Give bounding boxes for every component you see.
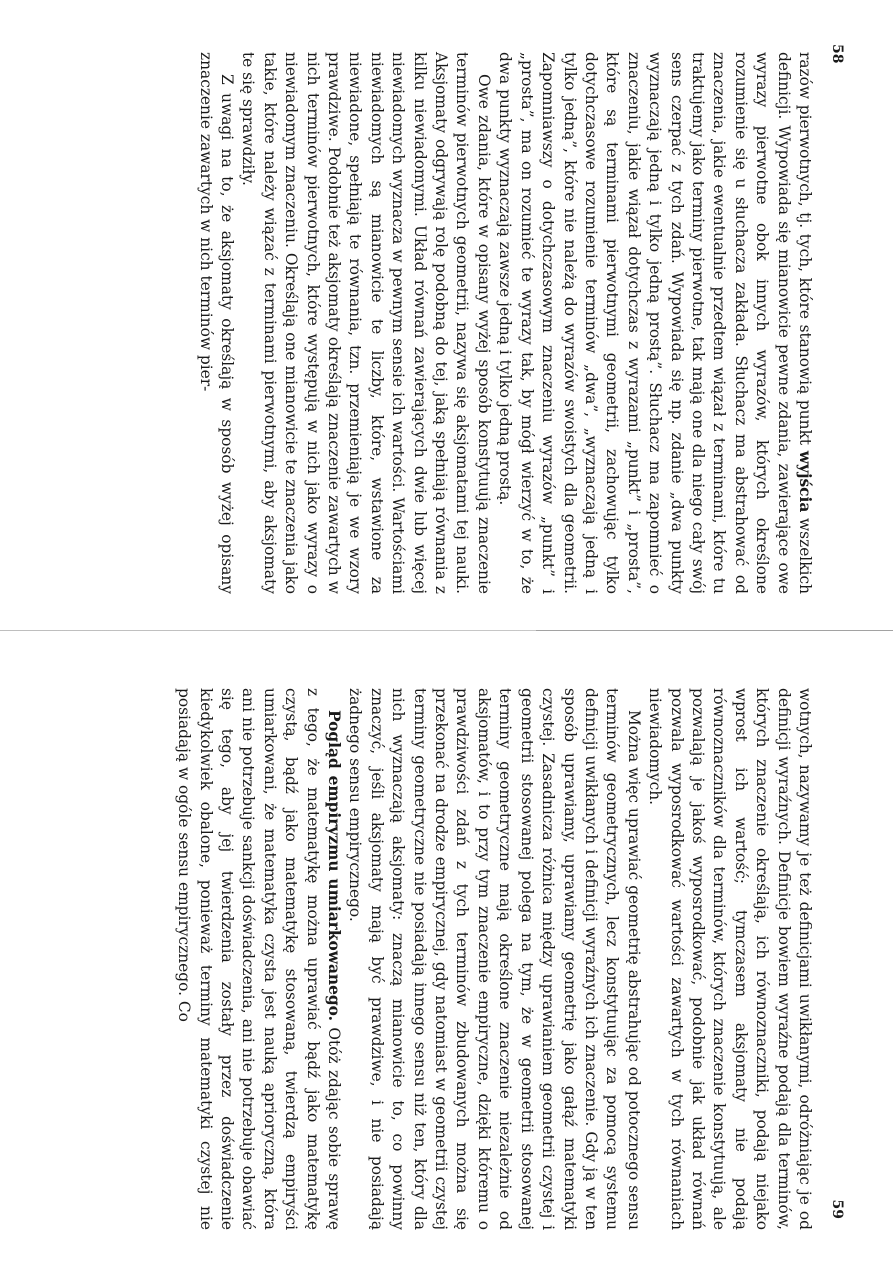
paragraph [173, 688, 344, 1230]
paragraph [237, 52, 494, 594]
paragraph [644, 688, 815, 1230]
paragraph [344, 688, 644, 1230]
text-run: wszelkich definicji. Wypowiada się mianowicie pewne zdania, zawierające owe wyrazy pierwotne obok innych wyrazów, których określone rozumienie się u słuchacza zakłada. Słuchacz ma abstrahować od znaczenia, jakie ewentualnie przedtem wiązał z terminami, które tu traktujemy jako terminy pierwotne, tak mają one dla niego cały swój sens czerpać z tych zdań. Wypowiada się np. zdanie „dwa punkty wyznaczają jedną i tylko jedną prostą”. Słuchacz ma zapomnieć o znaczeniu, jakie wiązał dotychczas z wyrazami „punkt” i „prosta”, które są terminami pierwotnymi geometrii, zachowując tylko dotychczasowe rozumienie terminów „dwa”, „wyznaczają jedną i tylko jedną”, które nie należą do wyrazów swoistych dla geometrii. Zapomniawszy o dotychczasowym znaczeniu wyrazów „punkt” i „prosta”, ma on rozumieć te wyrazy tak, by mógł wierzyć w to, że dwa punkty wyznaczają zawsze jedną i tylko jedną prostą. [496, 52, 814, 595]
text-run: Z uwagi na to, że aksjomaty określają w sposób wyżej opisany znaczenie zawartych w nich terminów pier- [196, 52, 237, 594]
text-run: wotnych, nazywamy je też definicjami uwikłanymi, odróżniając je od definicji wyraźnych. Definicje bowiem wyraźne podają dla terminów, których znaczenie określają, ich równoznaczniki, podają niejako wprost ich wartość; tymczasem aksjomaty nie podają równoznaczników dla terminów, których znaczenie konstytuują, ale pozwalają je jakoś wyposrodkować, podobnie jak układ równań pozwala wyposrodkować wartości zawartych w tych równaniach niewiadomych. [646, 688, 814, 1230]
bold-text: Pogląd empiryzmu umiarkowanego. [325, 710, 344, 1022]
paragraph [194, 52, 237, 594]
page-number: 58 [829, 44, 845, 64]
text-run: Otóż zdając sobie sprawę z tego, że matematykę można uprawiać bądź jako matematykę czystą, bądź jako matematykę stosowaną, twierdzą empiryści umiarkowani, że matematyka czysta jest nauką aprioryczną, która ani nie potrzebuje sankcji doświadczenia, ani nie potrzebuje obawiać się tego, aby jej twierdzenia zostały przez doświadczenie kiedykolwiek obalone, ponieważ terminy matematyki czystej nie posiadają w ogóle sensu empirycznego. Co [175, 688, 344, 1230]
text-run: Owe zdania, które w opisany wyżej sposób konstytuują znaczenie terminów pierwotnych geometrii, nazywa się aksjomatami tej nauki. Aksjomaty odgrywają rolę podobną do tej, jaką spełniają równania z kilku niewiadomymi. Układ równań zawierających dwie lub więcej niewiadomych wyznacza w pewnym sensie ich wartości. Wartościami niewiadomych są mianowicie te liczby, które, wstawione za niewiadone, spełniają te równania, tzn. przemieniają je we wzory prawdziwe. Podobnie też aksjomaty określają znaczenie zawartych w nich terminów pierwotnych, które występują w nich jako wyrazy o niewiadomym znaczeniu. Określają one mianowicie te znaczenia jako takie, które należy wiązać z terminami pierwotnymi, aby aksjomaty te się sprawdziły. [239, 52, 493, 594]
text-run: Można więc uprawiać geometrię abstrahując od potocznego sensu terminów geometrycznych, lecz konstytuując za pomocą systemu definicji uwikłanych i definicji wyraźnych ich znaczenie. Gdy ją w ten sposób uprawiamy, uprawiamy geometrię jako gałąź matematyki czystej. Zasadnicza różnica między uprawianiem geometrii czystej i geometrii stosowanej polega na tym, że w geometrii stosowanej terminy geometryczne mają określone znaczenie niezależnie od aksjomatów, i to przy tym znaczenie empiryczne, dzięki któremu o prawdziwości zdań z tych terminów zbudowanych można się przekonać na drodze empirycznej, gdy natomiast w geometrii czystej terminy geometryczne nie posiadają innego sensu niż ten, który dla nich wyznaczają aksjomaty: znaczą mianowicie to, co powinny znaczyć, jeśli aksjomaty mają być prawdziwe, i nie posiadają żadnego sensu empirycznego. [346, 688, 643, 1230]
bold-text: wyjścia [796, 450, 814, 513]
page-body [194, 52, 815, 594]
page-left [0, 0, 893, 631]
spine-fold [0, 630, 893, 631]
paragraph [494, 52, 815, 594]
page-right [0, 632, 893, 1263]
page-body [173, 688, 815, 1230]
text-run: razów pierwotnych, tj. tych, które stanowią punkt [796, 52, 814, 451]
page-number: 59 [829, 1199, 845, 1219]
